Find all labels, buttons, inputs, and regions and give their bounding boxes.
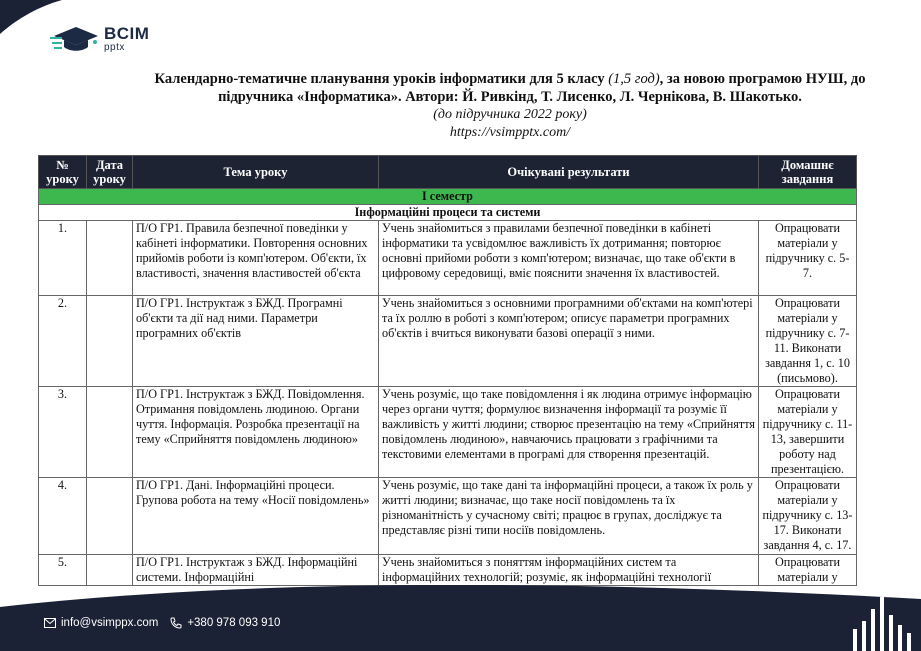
row-date (87, 296, 133, 387)
table-row (39, 387, 857, 478)
header-date: Дата уроку (87, 156, 133, 189)
title-line1-italic: (1,5 год) (608, 71, 660, 87)
mail-icon (44, 618, 56, 628)
graduation-cap-icon (50, 25, 102, 53)
footer-phone[interactable]: +380 978 093 910 (187, 617, 281, 629)
row-num: 2. (39, 296, 87, 387)
row-topic: П/О ГР1. Правила безпечної поведінки у кабінеті інформатики. Повторення основних прийомів роботи із комп'ютером. Об'єкти, їх властивості, значення властивостей об'єкта (133, 221, 379, 296)
header-homework: Домашнє завдання (759, 156, 857, 189)
section-label: Інформаційні процеси та системи (39, 205, 857, 221)
table-row (39, 555, 857, 586)
row-homework: Опрацювати матеріали у підручнику с. 13-17. Виконати завдання 4, с. 17. (759, 478, 857, 555)
logo-sub: pptx (104, 42, 125, 53)
footer-email[interactable]: info@vsimppx.com (61, 617, 159, 629)
row-results: Учень розуміє, що таке повідомлення і як людина отримує інформацію через органи чуття; формулює визначення інформації та розуміє її важливість у житті людини; створює презентацію на тему «Сприйняття повідомлень людиною», навчаючись працювати з графічними та текстовими елементами в програмі для створення презентацій. (379, 387, 759, 478)
document-title (110, 70, 910, 142)
row-homework: Опрацювати матеріали у підручнику с. 5-7. (759, 221, 857, 296)
table-row (39, 478, 857, 555)
row-date (87, 478, 133, 555)
row-date (87, 387, 133, 478)
lesson-plan-table (38, 155, 857, 586)
row-homework: Опрацювати матеріали у підручнику с. 7-11. Виконати завдання 1, с. 10 (письмово). (759, 296, 857, 387)
title-line2: підручника «Інформатика». Автори: Й. Ривкінд, Т. Лисенко, Л. Чернікова, В. Шакотько. (218, 89, 802, 105)
row-topic: П/О ГР1. Дані. Інформаційні процеси. Групова робота на тему «Носії повідомлень» (133, 478, 379, 555)
header-results: Очікувані результати (379, 156, 759, 189)
phone-icon (170, 617, 182, 629)
row-topic: П/О ГР1. Інструктаж з БЖД. Повідомлення. Отримання повідомлень людиною. Органи чуття. Інформація. Розробка презентації на тему «Сприйняття повідомлень людиною» (133, 387, 379, 478)
row-date (87, 221, 133, 296)
section-row (39, 205, 857, 221)
logo (50, 24, 149, 54)
title-line1-bold: Календарно-тематичне планування уроків інформатики для 5 класу (154, 71, 609, 87)
title-url[interactable]: https://vsimpptx.com/ (449, 125, 571, 140)
row-num: 3. (39, 387, 87, 478)
row-results: Учень знайомиться з поняттям інформаційних систем та інформаційних технологій; розуміє, як інформаційні технології (379, 555, 759, 586)
row-date (87, 555, 133, 586)
row-topic: П/О ГР1. Інструктаж з БЖД. Програмні об'єкти та дії над ними. Параметри програмних об'єктів (133, 296, 379, 387)
semester-label: I семестр (39, 189, 857, 205)
table-row (39, 296, 857, 387)
semester-row (39, 189, 857, 205)
row-topic: П/О ГР1. Інструктаж з БЖД. Інформаційні системи. Інформаційні (133, 555, 379, 586)
header-topic: Тема уроку (133, 156, 379, 189)
title-line1-rest: , за новою програмою НУШ, до (659, 71, 866, 87)
header-num: № уроку (39, 156, 87, 189)
table-header-row (39, 156, 857, 189)
logo-brand: BCIM (104, 24, 150, 43)
row-num: 1. (39, 221, 87, 296)
row-results: Учень розуміє, що таке дані та інформаційні процеси, а також їх роль у житті людини; визначає, що таке носії повідомлень та їх різноманітність у сучасному світі; працює в групах, досліджує та представляє різні типи носіїв повідомлень. (379, 478, 759, 555)
row-results: Учень знайомиться з правилами безпечної поведінки в кабінеті інформатики та усвідомлює важливість їх дотримання; повторює основні прийоми роботи з комп'ютером; визначає, що таке об'єкти в цифровому середовищі, вміє пояснити значення їх властивостей. (379, 221, 759, 296)
row-homework: Опрацювати матеріали у підручнику с. 11-13, завершити роботу над презентацією. (759, 387, 857, 478)
row-results: Учень знайомиться з основними програмними об'єктами на комп'ютері та їх роллю в роботі з комп'ютером; описує параметри програмних об'єктів і вчиться виконувати базові операції з ними. (379, 296, 759, 387)
row-num: 4. (39, 478, 87, 555)
row-homework: Опрацювати матеріали у (759, 555, 857, 586)
title-line3: (до підручника 2022 року) (433, 107, 587, 122)
footer-contacts (44, 617, 280, 629)
row-num: 5. (39, 555, 87, 586)
table-row (39, 221, 857, 296)
